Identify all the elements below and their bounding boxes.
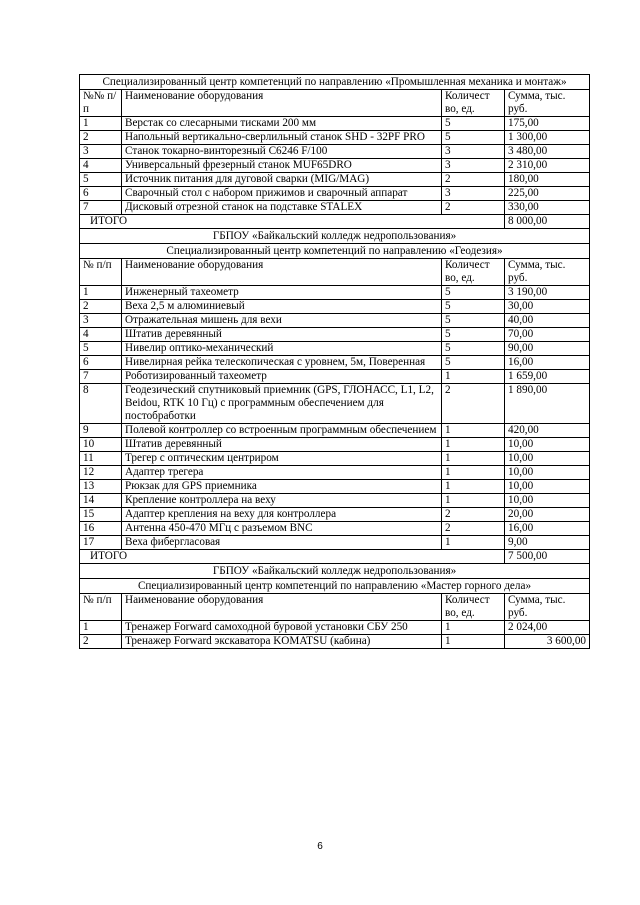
total-label: ИТОГО	[80, 550, 505, 564]
table-row	[80, 342, 590, 356]
quantity: 2	[442, 522, 505, 536]
equipment-name: Верстак со слесарными тисками 200 мм	[122, 117, 442, 131]
table-row	[80, 356, 590, 370]
equipment-name: Антенна 450-470 МГц с разъемом BNC	[122, 522, 442, 536]
row-number: 4	[80, 328, 122, 342]
quantity: 1	[442, 438, 505, 452]
table-row	[80, 480, 590, 494]
amount: 16,00	[505, 356, 590, 370]
equipment-name: Сварочный стол с набором прижимов и сварочный аппарат	[122, 187, 442, 201]
amount: 10,00	[505, 438, 590, 452]
amount: 10,00	[505, 452, 590, 466]
amount: 9,00	[505, 536, 590, 550]
amount: 40,00	[505, 314, 590, 328]
page-number: 6	[317, 841, 323, 852]
table-row	[80, 494, 590, 508]
quantity: 2	[442, 384, 505, 424]
amount: 330,00	[505, 201, 590, 215]
equipment-name: Тренажер Forward самоходной буровой установки СБУ 250	[122, 621, 442, 635]
row-number: 15	[80, 508, 122, 522]
table-row	[80, 452, 590, 466]
row-number: 7	[80, 201, 122, 215]
header-number: №№ п/п	[80, 90, 122, 117]
amount: 180,00	[505, 173, 590, 187]
row-number: 17	[80, 536, 122, 550]
quantity: 1	[442, 452, 505, 466]
quantity: 2	[442, 201, 505, 215]
quantity: 5	[442, 314, 505, 328]
amount: 2 310,00	[505, 159, 590, 173]
amount: 1 890,00	[505, 384, 590, 424]
row-number: 3	[80, 314, 122, 328]
section-title	[80, 579, 590, 594]
header-amount: Сумма, тыс. руб.	[505, 90, 590, 117]
table-row	[80, 159, 590, 173]
section-org-cell: ГБПОУ «Байкальский колледж недропользования»	[80, 564, 590, 579]
row-number: 14	[80, 494, 122, 508]
row-number: 2	[80, 131, 122, 145]
quantity: 5	[442, 342, 505, 356]
section-title-cell: Специализированный центр компетенций по направлению «Промышленная механика и монтаж»	[80, 75, 590, 90]
equipment-name: Станок токарно-винторезный С6246 F/100	[122, 145, 442, 159]
quantity: 5	[442, 117, 505, 131]
quantity: 1	[442, 466, 505, 480]
total-amount: 8 000,00	[505, 215, 590, 229]
equipment-name: Геодезический спутниковый приемник (GPS, ГЛОНАСС, L1, L2, Beidou, RTK 10 Гц) с программным обеспечением для постобработки	[122, 384, 442, 424]
equipment-name: Роботизированный тахеометр	[122, 370, 442, 384]
row-number: 3	[80, 145, 122, 159]
row-number: 13	[80, 480, 122, 494]
table-row	[80, 187, 590, 201]
quantity: 5	[442, 286, 505, 300]
table-header-row	[80, 259, 590, 286]
quantity: 1	[442, 536, 505, 550]
amount: 16,00	[505, 522, 590, 536]
section-org-cell: ГБПОУ «Байкальский колледж недропользования»	[80, 229, 590, 244]
section-title-cell: Специализированный центр компетенций по направлению «Геодезия»	[80, 244, 590, 259]
amount: 1 300,00	[505, 131, 590, 145]
table-row	[80, 466, 590, 480]
section-title	[80, 244, 590, 259]
table-row	[80, 314, 590, 328]
quantity: 1	[442, 494, 505, 508]
equipment-name: Напольный вертикально-сверлильный станок SHD - 32PF PRO	[122, 131, 442, 145]
equipment-name: Источник питания для дуговой сварки (MIG/MAG)	[122, 173, 442, 187]
quantity: 5	[442, 300, 505, 314]
amount: 10,00	[505, 466, 590, 480]
table-row	[80, 508, 590, 522]
amount: 30,00	[505, 300, 590, 314]
row-number: 9	[80, 424, 122, 438]
quantity: 1	[442, 635, 505, 649]
table-row	[80, 424, 590, 438]
table-row	[80, 286, 590, 300]
amount: 70,00	[505, 328, 590, 342]
header-quantity: Количест во, ед.	[442, 594, 505, 621]
row-number: 4	[80, 159, 122, 173]
equipment-name: Полевой контроллер со встроенным программным обеспечением	[122, 424, 442, 438]
equipment-name: Инженерный тахеометр	[122, 286, 442, 300]
quantity: 1	[442, 480, 505, 494]
equipment-name: Адаптер трегера	[122, 466, 442, 480]
table-row	[80, 522, 590, 536]
equipment-name: Нивелир оптико-механический	[122, 342, 442, 356]
amount: 3 190,00	[505, 286, 590, 300]
amount: 90,00	[505, 342, 590, 356]
row-number: 16	[80, 522, 122, 536]
quantity: 3	[442, 145, 505, 159]
header-quantity: Количест во, ед.	[442, 259, 505, 286]
quantity: 2	[442, 508, 505, 522]
section-org	[80, 229, 590, 244]
equipment-name: Веха фибергласовая	[122, 536, 442, 550]
header-name: Наименование оборудования	[122, 259, 442, 286]
amount: 2 024,00	[505, 621, 590, 635]
header-quantity: Количест во, ед.	[442, 90, 505, 117]
row-number: 2	[80, 635, 122, 649]
table-row	[80, 328, 590, 342]
table-row	[80, 384, 590, 424]
table-row	[80, 621, 590, 635]
equipment-name: Крепление контроллера на веху	[122, 494, 442, 508]
quantity: 5	[442, 328, 505, 342]
header-name: Наименование оборудования	[122, 594, 442, 621]
amount: 20,00	[505, 508, 590, 522]
table-row	[80, 131, 590, 145]
header-amount: Сумма, тыс. руб.	[505, 594, 590, 621]
table-row	[80, 536, 590, 550]
table-header-row	[80, 594, 590, 621]
equipment-name: Адаптер крепления на веху для контроллера	[122, 508, 442, 522]
amount: 3 600,00	[505, 635, 590, 649]
quantity: 1	[442, 621, 505, 635]
amount: 10,00	[505, 480, 590, 494]
total-row	[80, 215, 590, 229]
amount: 3 480,00	[505, 145, 590, 159]
header-name: Наименование оборудования	[122, 90, 442, 117]
amount: 225,00	[505, 187, 590, 201]
equipment-name: Тренажер Forward экскаватора KOMATSU (кабина)	[122, 635, 442, 649]
table-row	[80, 173, 590, 187]
equipment-table	[79, 74, 590, 649]
row-number: 1	[80, 117, 122, 131]
table-row	[80, 117, 590, 131]
row-number: 1	[80, 286, 122, 300]
row-number: 7	[80, 370, 122, 384]
section-title	[80, 75, 590, 90]
row-number: 5	[80, 342, 122, 356]
equipment-name: Штатив деревянный	[122, 438, 442, 452]
table-row	[80, 370, 590, 384]
amount: 420,00	[505, 424, 590, 438]
row-number: 11	[80, 452, 122, 466]
table-row	[80, 145, 590, 159]
row-number: 1	[80, 621, 122, 635]
table-row	[80, 635, 590, 649]
quantity: 1	[442, 424, 505, 438]
section-org	[80, 564, 590, 579]
equipment-name: Отражательная мишень для вехи	[122, 314, 442, 328]
row-number: 10	[80, 438, 122, 452]
amount: 175,00	[505, 117, 590, 131]
total-label: ИТОГО	[80, 215, 505, 229]
quantity: 3	[442, 187, 505, 201]
row-number: 2	[80, 300, 122, 314]
equipment-name: Нивелирная рейка телескопическая с уровнем, 5м, Поверенная	[122, 356, 442, 370]
equipment-name: Рюкзак для GPS приемника	[122, 480, 442, 494]
equipment-name: Трегер с оптическим центриром	[122, 452, 442, 466]
total-amount: 7 500,00	[505, 550, 590, 564]
table-row	[80, 201, 590, 215]
row-number: 12	[80, 466, 122, 480]
quantity: 2	[442, 173, 505, 187]
total-row	[80, 550, 590, 564]
quantity: 1	[442, 370, 505, 384]
header-amount: Сумма, тыс. руб.	[505, 259, 590, 286]
row-number: 6	[80, 187, 122, 201]
equipment-name: Штатив деревянный	[122, 328, 442, 342]
equipment-name: Веха 2,5 м алюминиевый	[122, 300, 442, 314]
table-row	[80, 438, 590, 452]
amount: 10,00	[505, 494, 590, 508]
row-number: 6	[80, 356, 122, 370]
table-header-row	[80, 90, 590, 117]
quantity: 3	[442, 159, 505, 173]
header-number: № п/п	[80, 259, 122, 286]
row-number: 5	[80, 173, 122, 187]
amount: 1 659,00	[505, 370, 590, 384]
section-title-cell: Специализированный центр компетенций по направлению «Мастер горного дела»	[80, 579, 590, 594]
quantity: 5	[442, 356, 505, 370]
quantity: 5	[442, 131, 505, 145]
table-row	[80, 300, 590, 314]
equipment-name: Дисковый отрезной станок на подставке STALEX	[122, 201, 442, 215]
row-number: 8	[80, 384, 122, 424]
header-number: № п/п	[80, 594, 122, 621]
equipment-name: Универсальный фрезерный станок MUF65DRO	[122, 159, 442, 173]
